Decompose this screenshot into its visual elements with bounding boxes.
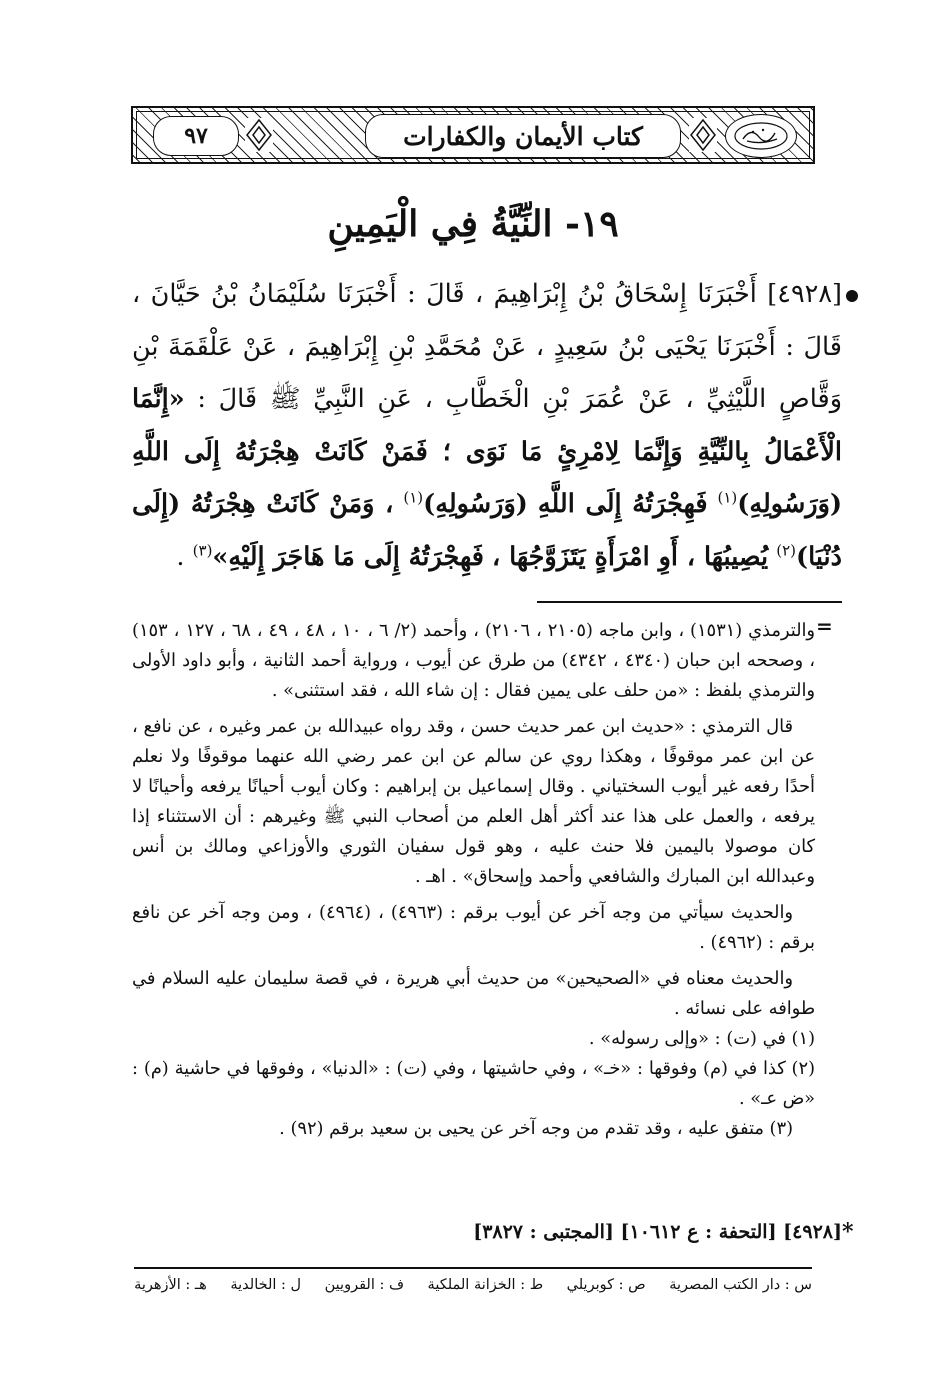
page-header	[131, 106, 815, 164]
isnad-line-1: أَخْبَرَنَا إِسْحَاقُ بْنُ إِبْرَاهِيمَ ، قَالَ : أَخْبَرَنَا سُلَيْمَانُ بْنُ حَيَّانَ ، قَالَ :	[132, 279, 842, 362]
ornament-icon	[245, 118, 273, 152]
source-item: ف : القرويين	[324, 1277, 404, 1293]
note-paragraph: قال الترمذي : «حديث ابن عمر حديث حسن ، وقد رواه عبيدالله بن عمر وغيره ، عن نافع ، عن ابن عمر موقوفًا ، وهكذا روي عن سالم عن ابن عمر رضي الله عنهما موقوفًا ولا نعلم أحدًا رفعه غير أيوب السختياني . وقال إسماعيل بن إبراهيم : وكان أيوب أحيانًا يرفعه وأحيانًا لا يرفعه ، والعمل على هذا عند أكثر أهل العلم من أصحاب النبي ﷺ وغيرهم : أن الاستثناء إذا كان موصولا باليمين فلا حنث عليه ، وهو قول سفيان الثوري والأوزاعي ومالك بن أنس وعبدالله ابن المبارك والشافعي وأحمد وإسحاق» . اهـ .	[132, 716, 815, 887]
hadith-number: [٤٩٢٨]	[767, 279, 842, 309]
footnotes	[132, 616, 815, 1144]
note-paragraph: والحديث سيأتي من وجه آخر عن أيوب برقم : (٤٩٦٣) ، (٤٩٦٤) ، ومن وجه آخر عن نافع برقم : (٤٩٦٢) .	[132, 902, 815, 953]
manuscript-sources	[134, 1272, 812, 1298]
tuhfa-reference: [٤٩٢٨] [التحفة : ع ١٠٦١٢] [المجتبى : ٣٨٢٧]	[473, 1221, 842, 1243]
matn-part-5: ، وَمَنْ كَانَتْ هِجْرَتُهُ (إِلَى دُنْيَا)	[132, 489, 842, 572]
star-icon: *	[842, 1219, 854, 1245]
note-paragraph: والترمذي (١٥٣١) ، وابن ماجه (٢١٠٥ ، ٢١٠٦) ، وأحمد (٢/ ٦ ، ١٠ ، ٤٨ ، ٤٩ ، ٦٨ ، ١٢٧ ، ١٥٣) ، وصححه ابن حبان (٤٣٤٠ ، ٤٣٤٢) من طرق عن أيوب ، ورواية أحمد الثانية ، وأبو داود الأولى والترمذي بلفظ : «من حلف على يمين فقال : إن شاء الله ، فقد استثنى» .	[132, 620, 816, 701]
footnote-ref: (٢)	[776, 541, 797, 559]
note-paragraph: والحديث معناه في «الصحيحين» من حديث أبي هريرة ، في قصة سليمان عليه السلام في طوافه على نسائه .	[132, 968, 815, 1019]
isnad-line-2: أَخْبَرَنَا يَحْيَى بْنُ سَعِيدٍ ، عَنْ مُحَمَّدِ بْنِ إِبْرَاهِيمَ ، عَنْ عَلْقَمَةَ بْنِ وَقَّاصٍ اللَّيْثِيِّ ،	[132, 331, 843, 414]
matn-part-2: لِامْرِئٍ مَا نَوَى ؛ فَمَنْ كَانَتْ هِجْرَتُهُ إِلَى اللَّهِ (وَرَسُولِهِ)	[132, 436, 843, 519]
footnote-ref: (١)	[403, 488, 424, 507]
matn-part-1: «إِنَّمَا الْأَعْمَالُ بِالنِّيَّةِ وَإِنَّمَا	[132, 384, 843, 467]
isnad-line-3: عَنْ عُمَرَ بْنِ الْخَطَّابِ ، عَنِ النَّبِيِّ ﷺ قَالَ :	[197, 384, 673, 414]
bullet-icon	[846, 290, 858, 302]
source-item: ص : كوبريلي	[566, 1277, 646, 1293]
footnote-ref: (١)	[717, 488, 738, 507]
footnote-separator	[537, 601, 842, 603]
footnote-ref: (٣)	[192, 541, 213, 559]
matn-part-4: (وَرَسُولِهِ)	[423, 489, 528, 519]
hadith-text	[132, 268, 842, 583]
source-item: س : دار الكتب المصرية	[669, 1277, 812, 1293]
source-item: ل : الخالدية	[230, 1277, 302, 1293]
footnote-2: (٢) كذا في (م) وفوقها : «خـ» ، وفي حاشيتها ، وفي (ت) : «الدنيا» ، وفوقها في حاشية (م) : «ض عـ» .	[132, 1058, 815, 1109]
footnote-1: (١) في (ت) : «وإلى رسوله» .	[588, 1028, 815, 1049]
ornament-icon	[689, 118, 717, 152]
continuation-mark: =	[816, 614, 833, 638]
footer-rule	[134, 1267, 812, 1269]
matn-part-3: فَهِجْرَتُهُ إِلَى اللَّهِ	[537, 489, 708, 519]
footnote-3: (٣) متفق عليه ، وقد تقدم من وجه آخر عن يحيى بن سعيد برقم (٩٢) .	[279, 1118, 793, 1139]
chapter-title: ١٩- النِّيَّةُ فِي الْيَمِينِ	[327, 203, 619, 245]
page-number: ٩٧	[153, 116, 239, 156]
source-item: ط : الخزانة الملكية	[427, 1277, 544, 1293]
hadith-end: .	[176, 541, 185, 572]
matn-part-6: يُصِيبُهَا ، أَوِ امْرَأَةٍ يَتَزَوَّجُهَا ،	[492, 541, 769, 572]
matn-part-7: فَهِجْرَتُهُ إِلَى مَا هَاجَرَ إِلَيْهِ»	[212, 541, 484, 572]
calligraphy-seal-icon	[725, 114, 797, 158]
book-title: كتاب الأيمان والكفارات	[365, 114, 681, 158]
source-item: هـ : الأزهرية	[134, 1277, 207, 1293]
